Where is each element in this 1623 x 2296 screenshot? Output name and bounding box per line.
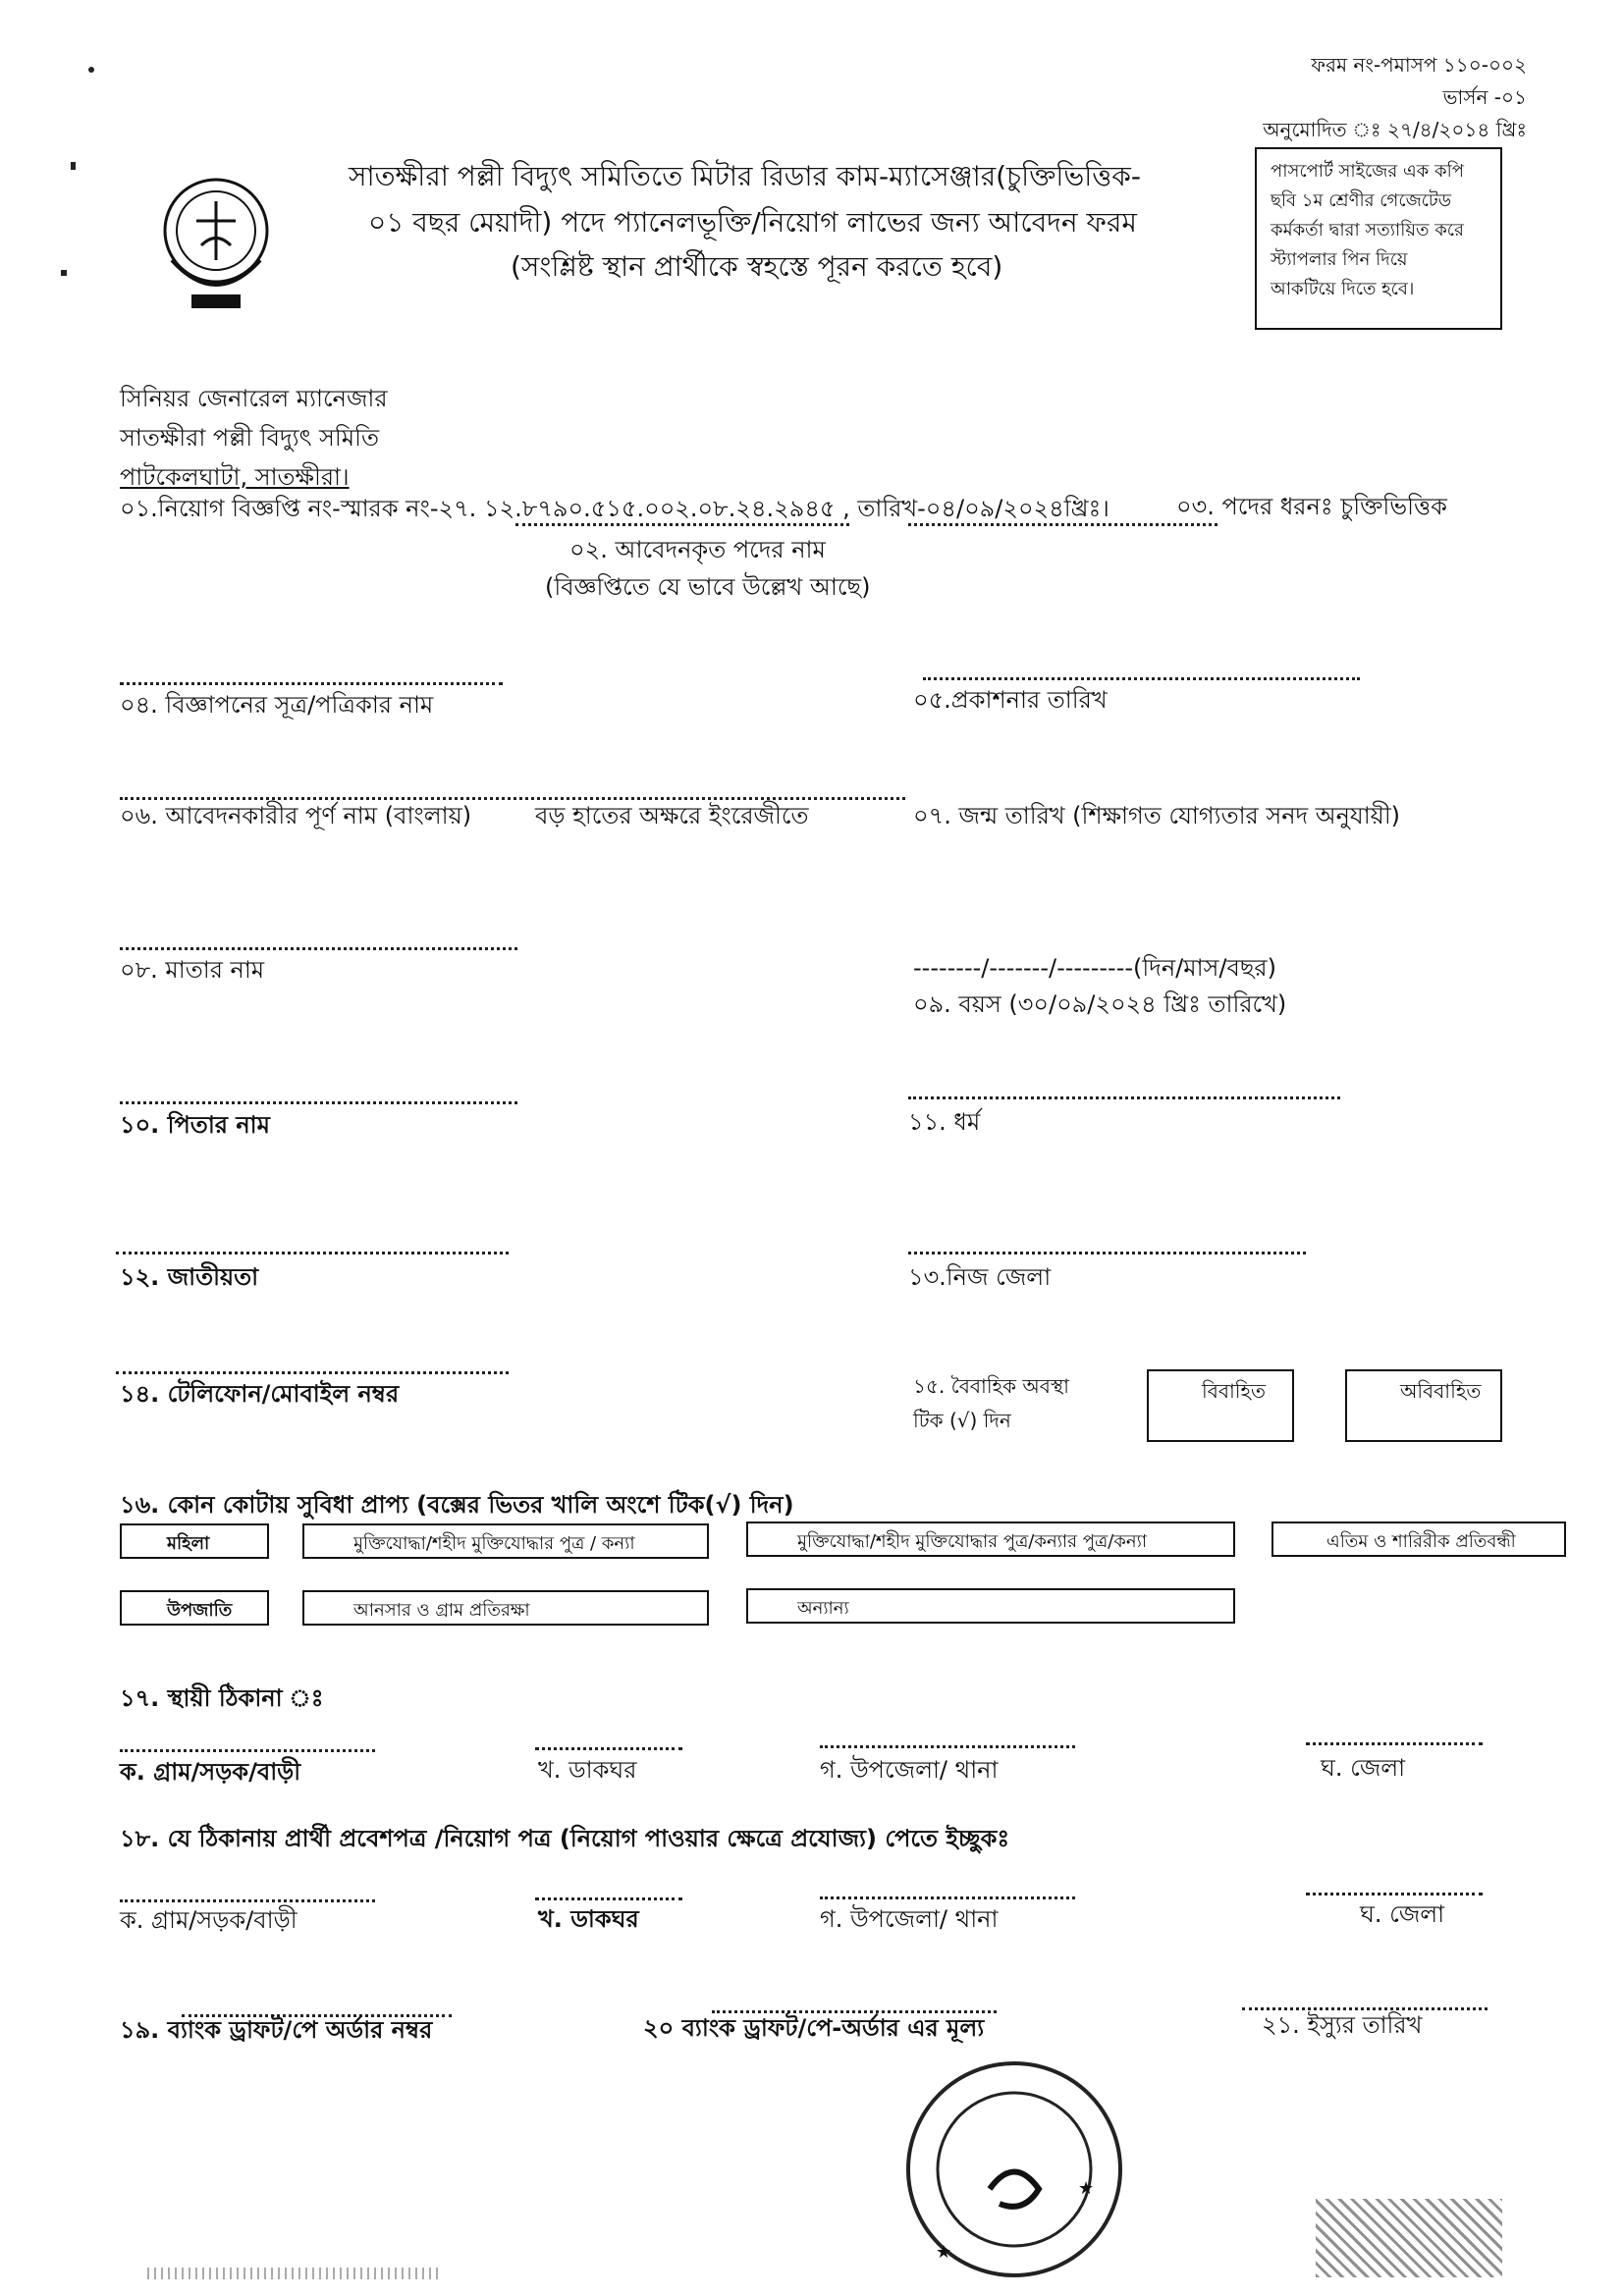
married-label: বিবাহিত: [1202, 1379, 1267, 1403]
quota-option-freedom-fighter-child: [340, 1523, 709, 1559]
field-10-input[interactable]: [120, 1101, 517, 1104]
mailing-post-office-label: খ. ডাকঘর: [538, 1905, 639, 1933]
field-21-label: ২১. ইস্যুর তারিখ: [1262, 2011, 1423, 2039]
mailing-post-office-input[interactable]: [535, 1897, 682, 1900]
field-15-label: ১৫. বৈবাহিক অবস্থা: [913, 1374, 1069, 1398]
margin-mark: [61, 270, 67, 276]
quota-checkbox-freedom-fighter-grandchild[interactable]: [746, 1522, 787, 1557]
field-12-input[interactable]: [116, 1252, 509, 1255]
field-08-label: ০৮. মাতার নাম: [120, 956, 265, 984]
quota-option-freedom-fighter-grandchild: [784, 1522, 1235, 1557]
organization-logo: [152, 152, 280, 319]
quota-label: উপজাতি: [167, 1600, 233, 1621]
quota-label: মহিলা: [167, 1533, 210, 1554]
form-title-line3: (সংশ্লিষ্ট স্থান প্রার্থীকে স্বহস্তে পূরন করতে হবে): [511, 250, 1003, 283]
field-02-post-name: ০২. আবেদনকৃত পদের নাম: [569, 536, 826, 563]
field-05-input[interactable]: [923, 677, 1360, 680]
field-10-label: ১০. পিতার নাম: [120, 1111, 270, 1139]
field-18-label: ১৮. যে ঠিকানায় প্রার্থী প্রবেশপত্র /নিয়োগ পত্র (নিয়োগ পাওয়ার ক্ষেত্রে প্রযোজ্য) পেতে ইচ্ছুকঃ: [120, 1825, 1010, 1852]
field-09-label: ০৯. বয়স (৩০/০৯/২০২৪ খ্রিঃ তারিখে): [913, 990, 1287, 1018]
permanent-village-label: ক. গ্রাম/সড়ক/বাড়ী: [120, 1758, 301, 1786]
permanent-upazila-label: গ. উপজেলা/ থানা: [820, 1756, 999, 1784]
field-01-circular: ০১.নিয়োগ বিজ্ঞপ্তি নং-স্মারক নং-২৭. ১২.৮৭৯০.৫১৫.০০২.০৮.২৪.২৯৪৫ , তারিখ-০৪/০৯/২০২৪খ্রিঃ।: [120, 495, 1109, 522]
scan-noise: [1316, 2199, 1502, 2277]
official-seal: [901, 2056, 1127, 2282]
field-14-input[interactable]: [116, 1371, 509, 1374]
margin-mark: [71, 162, 76, 170]
mailing-village-label: ক. গ্রাম/সড়ক/বাড়ী: [120, 1906, 298, 1934]
photo-instruction: কর্মকর্তা দ্বারা সত্যায়িত করে: [1271, 220, 1464, 240]
photo-box: [1255, 147, 1502, 330]
photo-instruction: স্ট্যাপলার পিন দিয়ে: [1271, 249, 1408, 270]
version: ভার্সন -০১: [1442, 85, 1527, 109]
addressee-org: সাতক্ষীরা পল্লী বিদ্যুৎ সমিতি: [120, 424, 379, 452]
field-01-date-line[interactable]: [908, 523, 1217, 526]
field-13-input[interactable]: [908, 1252, 1306, 1255]
quota-option-other: [784, 1588, 1235, 1624]
field-05-label: ০৫.প্রকাশনার তারিখ: [913, 686, 1108, 714]
field-04-label: ০৪. বিজ্ঞাপনের সূত্র/পত্রিকার নাম: [120, 691, 434, 719]
photo-instruction: পাসপোর্ট সাইজের এক কপি: [1271, 161, 1464, 182]
field-13-label: ১৩.নিজ জেলা: [908, 1263, 1052, 1291]
mailing-district-input[interactable]: [1306, 1893, 1483, 1896]
quota-checkbox-other[interactable]: [746, 1588, 787, 1624]
quota-checkbox-female[interactable]: [120, 1523, 161, 1559]
permanent-district-label: ঘ. জেলা: [1321, 1754, 1406, 1782]
quota-option-ansar-vdp: [340, 1590, 709, 1626]
married-option: [1186, 1369, 1294, 1442]
permanent-post-office-label: খ. ডাকঘর: [538, 1756, 637, 1784]
field-17-label: ১৭. স্থায়ী ঠিকানা ঃ: [120, 1684, 324, 1712]
quota-label: এতিম ও শারিরীক প্রতিবন্ধী: [1326, 1531, 1516, 1552]
field-11-label: ১১. ধর্ম: [908, 1108, 981, 1136]
field-08-input[interactable]: [120, 947, 517, 950]
margin-mark: [88, 67, 94, 73]
unmarried-option: [1384, 1369, 1502, 1442]
quota-checkbox-orphan-disabled[interactable]: [1271, 1522, 1313, 1557]
field-01-line[interactable]: [515, 523, 849, 526]
field-19-label: ১৯. ব্যাংক ড্রাফট/পে অর্ডার নম্বর: [120, 2016, 433, 2044]
scan-noise: [147, 2268, 442, 2279]
form-title-line1: সাতক্ষীরা পল্লী বিদ্যুৎ সমিতিতে মিটার রিডার কাম-ম্যাসেঞ্জার(চুক্তিভিত্তিক-: [349, 160, 1141, 192]
quota-label: মুক্তিযোদ্ধা/শহীদ মুক্তিযোদ্ধার পুত্র/কন্যার পুত্র/কন্যা: [797, 1531, 1148, 1552]
permanent-post-office-input[interactable]: [535, 1747, 682, 1750]
permanent-district-input[interactable]: [1306, 1742, 1483, 1745]
addressee-title: সিনিয়র জেনারেল ম্যানেজার: [120, 385, 388, 412]
field-11-input[interactable]: [908, 1096, 1340, 1099]
quota-option-female: [157, 1523, 269, 1559]
quota-checkbox-ansar-vdp[interactable]: [302, 1590, 344, 1626]
quota-label: অন্যান্য: [797, 1598, 849, 1619]
quota-label: আনসার ও গ্রাম প্রতিরক্ষা: [353, 1600, 530, 1621]
married-checkbox[interactable]: [1147, 1369, 1190, 1442]
field-14-label: ১৪. টেলিফোন/মোবাইল নম্বর: [120, 1380, 400, 1408]
photo-instruction: ছবি ১ম শ্রেণীর গেজেটেড: [1271, 190, 1451, 211]
svg-text:★: ★: [1078, 2178, 1095, 2199]
svg-text:★: ★: [936, 2242, 952, 2263]
approval-date: অনুমোদিত ঃ ২৭/৪/২০১৪ খ্রিঃ: [1263, 118, 1527, 141]
photo-instruction: আকটিয়ে দিতে হবে।: [1271, 279, 1415, 299]
quota-checkbox-tribal[interactable]: [120, 1590, 161, 1626]
permanent-village-input[interactable]: [120, 1749, 375, 1752]
field-04-input[interactable]: [120, 682, 503, 685]
field-15-instruction: টিক (√) দিন: [913, 1409, 1011, 1432]
field-02-note: (বিজ্ঞপ্তিতে যে ভাবে উল্লেখ আছে): [545, 573, 871, 601]
quota-option-tribal: [157, 1590, 269, 1626]
quota-checkbox-freedom-fighter-child[interactable]: [302, 1523, 344, 1559]
mailing-upazila-label: গ. উপজেলা/ থানা: [820, 1905, 999, 1933]
addressee-location: পাটকেলঘাটা, সাতক্ষীরা।: [120, 463, 350, 491]
field-20-label: ২০ ব্যাংক ড্রাফট/পে-অর্ডার এর মূল্য: [643, 2014, 985, 2042]
unmarried-checkbox[interactable]: [1345, 1369, 1388, 1442]
mailing-district-label: ঘ. জেলা: [1360, 1900, 1445, 1928]
field-07-label: ০৭. জন্ম তারিখ (শিক্ষাগত যোগ্যতার সনদ অনুযায়ী): [913, 802, 1401, 829]
form-title-line2: ০১ বছর মেয়াদী) পদে প্যানেলভূক্তি/নিয়োগ লাভের জন্য আবেদন ফরম: [368, 206, 1137, 239]
field-03-post-type: ০৩. পদের ধরনঃ চুক্তিভিত্তিক: [1176, 493, 1447, 520]
quota-option-orphan-disabled: [1309, 1522, 1566, 1557]
quota-label: মুক্তিযোদ্ধা/শহীদ মুক্তিযোদ্ধার পুত্র / কন্যা: [353, 1533, 635, 1554]
mailing-upazila-input[interactable]: [820, 1896, 1075, 1899]
field-06-english-label: বড় হাতের অক্ষরে ইংরেজীতে: [535, 802, 809, 829]
field-16-label: ১৬. কোন কোটায় সুবিধা প্রাপ্য (বক্সের ভিতর খালি অংশে টিক(√) দিন): [120, 1491, 794, 1519]
unmarried-label: অবিবাহিত: [1400, 1379, 1482, 1403]
form-number: ফরম নং-পমাসপ ১১০-০০২: [1311, 53, 1527, 77]
field-12-label: ১২. জাতীয়তা: [120, 1263, 259, 1291]
field-07-date-format[interactable]: --------/-------/---------(দিন/মাস/বছর): [913, 954, 1276, 982]
field-06-label: ০৬. আবেদনকারীর পূর্ণ নাম (বাংলায়): [120, 802, 472, 829]
permanent-upazila-input[interactable]: [820, 1745, 1075, 1748]
